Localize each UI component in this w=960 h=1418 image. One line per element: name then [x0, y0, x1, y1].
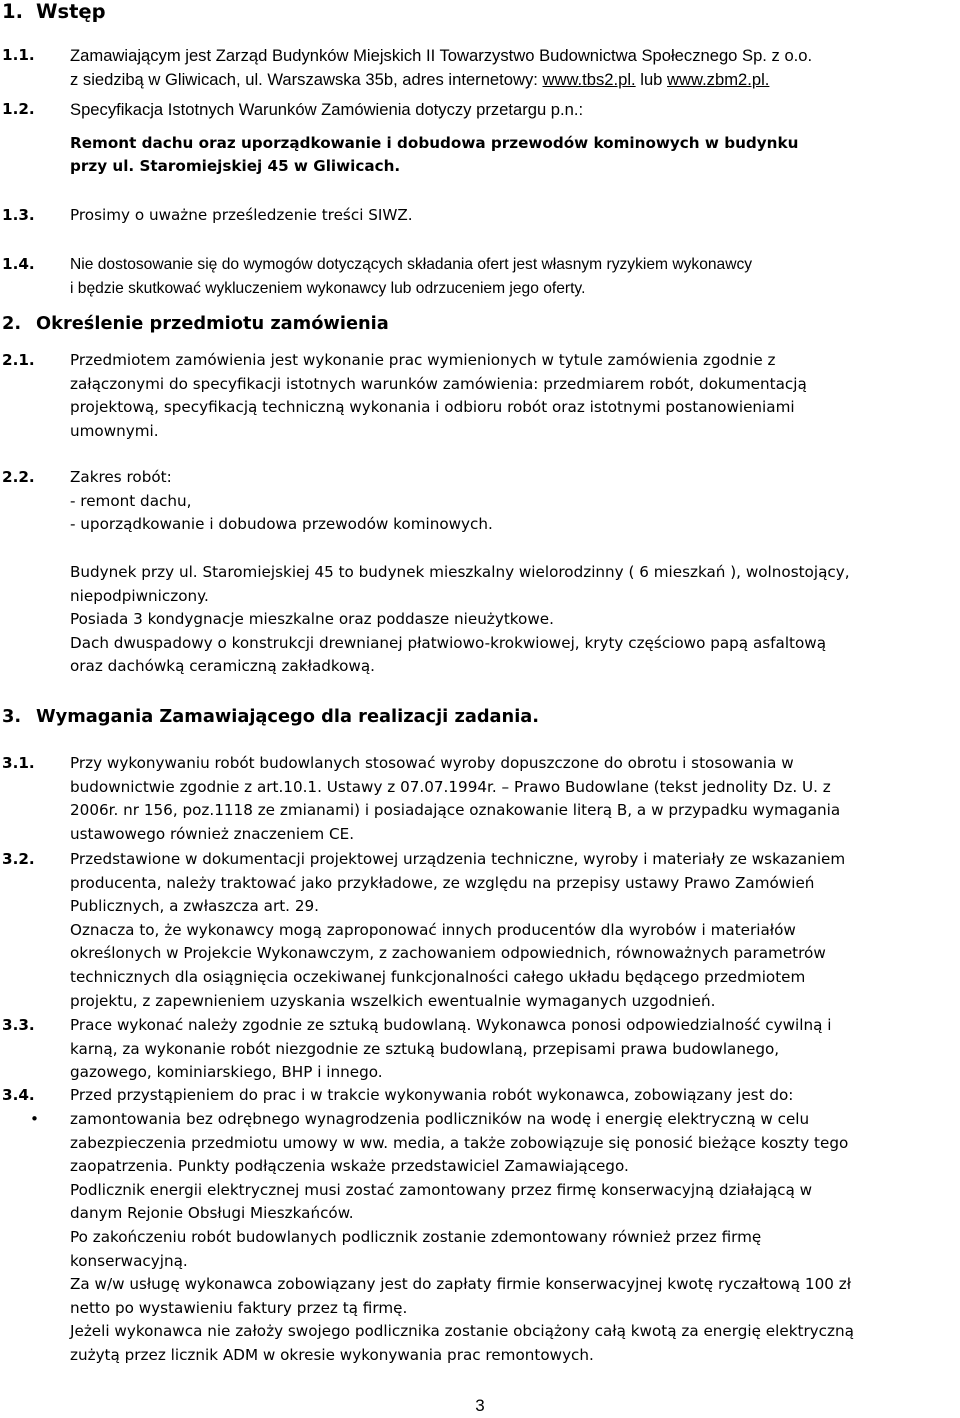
text-line: Posiada 3 kondygnacje mieszkalne oraz poddasze nieużytkowe.	[70, 610, 554, 629]
text-line: Jeżeli wykonawca nie założy swojego podlicznika zostanie obciążony całą kwotą za energię elektryczną	[70, 1322, 854, 1341]
text-line: Przy wykonywaniu robót budowlanych stosować wyroby dopuszczone do obrotu i stosowania w	[70, 754, 794, 772]
text-line: zabezpieczenia przedmiotu umowy w ww. media, a także zobowiązuje się ponosić bieżące koszty tego	[70, 1133, 849, 1152]
text-line: konserwacyjną.	[70, 1251, 188, 1270]
bullet-icon: •	[30, 1110, 39, 1128]
text-line	[70, 68, 812, 92]
text-line: ustawowego również znaczeniem CE.	[70, 824, 355, 843]
text-line: projektu, z zapewnieniem uzyskania wszelkich ewentualnie wymaganych uzgodnień.	[70, 991, 716, 1010]
bullet-item-text	[70, 1108, 854, 1368]
paragraph-number: 3.4.	[2, 1086, 35, 1104]
text-line: Przedmiotem zamówienia jest wykonanie prac wymienionych w tytule zamówienia zgodnie z	[70, 351, 776, 369]
website-link-tbs2[interactable]: www.tbs2.pl.	[542, 69, 636, 89]
section-title: Wstęp	[36, 0, 106, 23]
paragraph-number: 1.1.	[2, 46, 35, 64]
text-line: producenta, należy traktować jako przykładowe, ze względu na przepisy ustawy Prawo Zamówień	[70, 873, 815, 892]
text-line: Za w/w usługę wykonawca zobowiązany jest do zapłaty firmie konserwacyjnej kwotę ryczałtową 100 zł	[70, 1275, 852, 1294]
paragraph-number: 2.2.	[2, 468, 35, 486]
text-line: budownictwie zgodnie z art.10.1. Ustawy z 07.07.1994r. – Prawo Budowlane (tekst jednolity Dz. U. z	[70, 777, 831, 796]
paragraph-number: 2.1.	[2, 351, 35, 369]
paragraph-number: 3.3.	[2, 1016, 35, 1034]
text-line: Zamawiającym jest Zarząd Budynków Miejskich II Towarzystwo Budownictwa Społecznego Sp. z o.o.	[70, 46, 813, 65]
list-item: - remont dachu,	[70, 491, 192, 510]
text-line: gazowego, kominiarskiego, BHP i innego.	[70, 1063, 383, 1082]
paragraph-text	[70, 466, 493, 537]
paragraph-text	[70, 1014, 831, 1085]
paragraph-text	[70, 44, 812, 91]
tender-title-line: Remont dachu oraz uporządkowanie i dobudowa przewodów kominowych w budynku	[70, 133, 799, 152]
text-line: danym Rejonie Obsługi Mieszkańców.	[70, 1204, 354, 1223]
section-number: 3.	[2, 706, 22, 727]
text-line: Publicznych, a zwłaszcza art. 29.	[70, 897, 319, 916]
text-line: zamontowania bez odrębnego wynagrodzenia podliczników na wodę i energię elektryczną w celu	[70, 1110, 810, 1128]
text-line: Nie dostosowanie się do wymogów dotyczących składania ofert jest własnym ryzykiem wykonawcy	[70, 256, 753, 273]
text-line: karną, za wykonanie robót niezgodnie ze sztuką budowlaną, przepisami prawa budowlanego,	[70, 1039, 780, 1058]
text-line: Specyfikacja Istotnych Warunków Zamówienia dotyczy przetargu p.n.:	[70, 100, 584, 119]
text-line: Przedstawione w dokumentacji projektowej urządzenia techniczne, wyroby i materiały ze wskazaniem	[70, 850, 846, 868]
text-line: Zakres robót:	[70, 468, 172, 486]
paragraph-text	[70, 349, 807, 443]
text-line: Prace wykonać należy zgodnie ze sztuką budowlaną. Wykonawca ponosi odpowiedzialność cywilną i	[70, 1016, 832, 1034]
page-number: 3	[475, 1396, 485, 1415]
text-line: Przed przystąpieniem do prac i w trakcie wykonywania robót wykonawca, zobowiązany jest do:	[70, 1086, 794, 1104]
text-line: zaopatrzenia. Punkty podłączenia wskaże przedstawiciel Zamawiającego.	[70, 1157, 629, 1176]
paragraph-text	[70, 848, 845, 1013]
text-line: 2006r. nr 156, poz.1118 ze zmianami) i posiadające oznakowanie literą B, a w przypadku wymagania	[70, 801, 841, 820]
paragraph-text	[70, 204, 413, 228]
paragraph-text	[70, 98, 798, 179]
text-line: Po zakończeniu robót budowlanych podlicznik zostanie zdemontowany również przez firmę	[70, 1227, 762, 1246]
paragraph-number: 3.2.	[2, 850, 35, 868]
website-link-zbm2[interactable]: www.zbm2.pl.	[667, 69, 770, 89]
text-line: Budynek przy ul. Staromiejskiej 45 to budynek mieszkalny wielorodzinny ( 6 mieszkań ), wolnostojący,	[70, 563, 850, 581]
text-line: określonych w Projekcie Wykonawczym, z zachowaniem odpowiednich, równoważnych parametrów	[70, 944, 826, 963]
text-line: załączonymi do specyfikacji istotnych warunków zamówienia: przedmiarem robót, dokumentacją	[70, 374, 807, 393]
paragraph-number: 1.2.	[2, 100, 35, 118]
section-number: 2.	[2, 313, 22, 334]
section-number: 1.	[2, 0, 23, 23]
text-line: Dach dwuspadowy o konstrukcji drewnianej płatwiowo-krokwiowej, kryty częściowo papą asfaltową	[70, 633, 827, 652]
paragraph-text	[70, 561, 850, 679]
section-title: Wymagania Zamawiającego dla realizacji zadania.	[36, 706, 540, 727]
text-line: i będzie skutkować wykluczeniem wykonawcy lub odrzuceniem jego oferty.	[70, 279, 586, 297]
paragraph-text	[70, 253, 752, 300]
text-line: Podlicznik energii elektrycznej musi zostać zamontowany przez firmę konserwacyjną działającą w	[70, 1180, 813, 1199]
text-fragment: z siedzibą w Gliwicach, ul. Warszawska 35b, adres internetowy:	[70, 69, 543, 89]
text-line: technicznych dla osiągnięcia oczekiwanej funkcjonalności całego układu będącego przedmiotem	[70, 967, 806, 986]
text-line: Prosimy o uważne prześledzenie treści SIWZ.	[70, 206, 413, 224]
text-line: zużytą przez licznik ADM w okresie wykonywania prac remontowych.	[70, 1345, 594, 1364]
text-line: oraz dachówką ceramiczną zakładkową.	[70, 657, 375, 676]
text-line: niepodpiwniczony.	[70, 586, 209, 605]
paragraph-text	[70, 752, 840, 846]
paragraph-number: 1.3.	[2, 206, 35, 224]
text-line: projektową, specyfikacją techniczną wykonania i odbioru robót oraz istotnymi postanowieniami	[70, 398, 795, 417]
paragraph-text	[70, 1084, 793, 1108]
text-line: netto po wystawieniu faktury przez tą firmę.	[70, 1298, 408, 1317]
paragraph-number: 3.1.	[2, 754, 35, 772]
text-line: umownymi.	[70, 421, 159, 440]
paragraph-number: 1.4.	[2, 255, 35, 273]
section-title: Określenie przedmiotu zamówienia	[36, 313, 389, 334]
list-item: - uporządkowanie i dobudowa przewodów kominowych.	[70, 515, 493, 534]
text-line: Oznacza to, że wykonawcy mogą zaproponować innych producentów dla wyrobów i materiałów	[70, 920, 796, 939]
text-fragment: lub	[635, 69, 668, 89]
tender-title-line: przy ul. Staromiejskiej 45 w Gliwicach.	[70, 157, 401, 176]
